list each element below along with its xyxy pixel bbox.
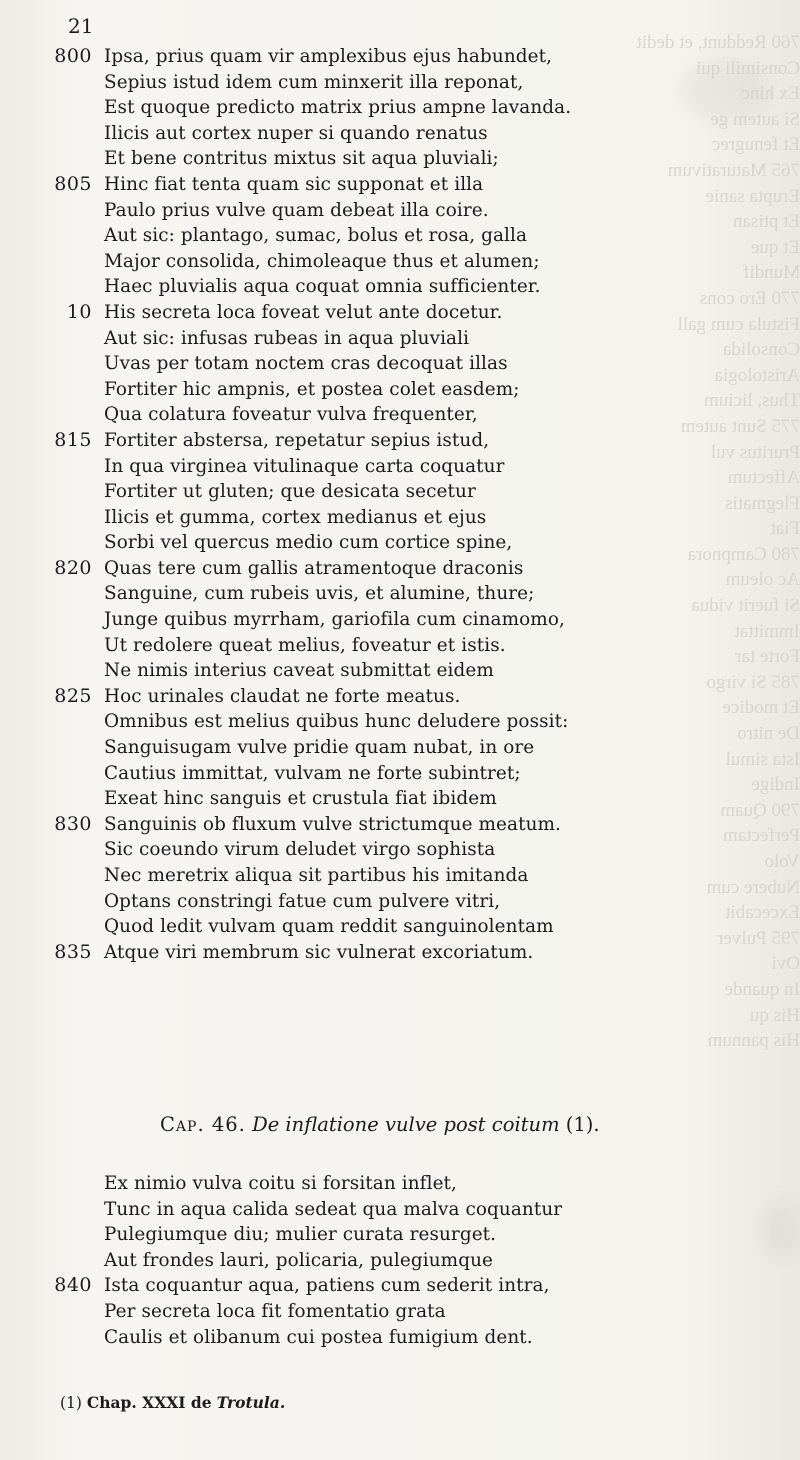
verse-text: Quas tere cum gallis atramentoque draconis xyxy=(104,557,524,579)
verse-text: Ipsa, prius quam vir amplexibus ejus habundet, xyxy=(104,46,553,67)
verse-text: Ilicis aut cortex nuper si quando renatus xyxy=(104,122,488,144)
verse-text: Sanguinis ob fluxum vulve strictumque meatum. xyxy=(104,813,562,835)
verse-line xyxy=(0,735,800,761)
verse-text: Junge quibus myrrham, gariofila cum cinamomo, xyxy=(104,609,565,631)
footnote-source: Trotula. xyxy=(216,1393,286,1412)
verse-line xyxy=(0,479,800,505)
verse-line xyxy=(0,889,800,915)
verse-line xyxy=(0,812,800,838)
verse-text: Fortiter abstersa, repetatur sepius istud, xyxy=(104,429,490,451)
verse-text: Est quoque predicto matrix prius ampne lavanda. xyxy=(104,97,572,119)
verse-text: Ne nimis interius caveat submittat eidem xyxy=(104,660,494,682)
verse-text: Sorbi vel quercus medio cum cortice spine, xyxy=(104,532,513,554)
verse-text: Et bene contritus mixtus sit aqua pluviali; xyxy=(104,148,499,170)
verse-line xyxy=(0,402,800,428)
verse-line xyxy=(0,581,800,607)
verse-line xyxy=(0,786,800,812)
verse-text: Cautius immittat, vulvam ne forte subintret; xyxy=(104,762,521,784)
verse-text: Quod ledit vulvam quam reddit sanguinolentam xyxy=(104,916,554,938)
verse-text: Caulis et olibanum cui postea fumigium dent. xyxy=(104,1326,533,1348)
verse-text: Pulegiumque diu; mulier curata resurget. xyxy=(104,1224,497,1246)
verse-text: His secreta loca foveat velut ante docetur. xyxy=(104,301,503,323)
chapter-heading xyxy=(160,1112,600,1138)
verse-line xyxy=(0,95,800,121)
verse-text: Exeat hinc sanguis et crustula fiat ibidem xyxy=(104,788,497,810)
verse-line xyxy=(0,377,800,403)
verse-line xyxy=(0,70,800,96)
verse-text: Fortiter ut gluten; que desicata secetur xyxy=(104,481,476,503)
verse-line xyxy=(0,556,800,582)
chapter-footnote-ref: (1). xyxy=(565,1113,600,1136)
verse-line xyxy=(0,505,800,531)
verse-text: Sepius istud idem cum minxerit illa reponat, xyxy=(104,71,524,93)
verse-line xyxy=(0,428,800,454)
verse-text: Aut sic: infusas rubeas in aqua pluviali xyxy=(104,327,470,349)
footnote xyxy=(60,1392,285,1414)
verse-line xyxy=(0,121,800,147)
verse-line xyxy=(0,172,800,198)
line-number: 815 xyxy=(54,428,92,451)
verse-text: Optans constringi fatue cum pulvere vitri, xyxy=(104,890,501,912)
verse-line xyxy=(0,274,800,300)
footnote-text: Chap. XXXI de xyxy=(86,1393,212,1412)
line-number: 835 xyxy=(54,940,92,963)
line-number: 820 xyxy=(54,556,92,579)
verse-line xyxy=(0,530,800,556)
verse-line xyxy=(0,1197,800,1223)
verse-line xyxy=(0,326,800,352)
verse-line xyxy=(0,300,800,326)
verse-line xyxy=(0,1273,800,1299)
verse-text: Sanguisugam vulve pridie quam nubat, in ore xyxy=(104,737,535,759)
verse-text: Hoc urinales claudat ne forte meatus. xyxy=(104,685,461,707)
verse-text: In qua virginea vitulinaque carta coquatur xyxy=(104,455,505,477)
bleed-through-texture: 760 Reddunt, et dedit Consimili qui Ex hinc Si autem ge Et fenugrec 765 Maturativum Erupta sanie Et ptisan Et que Mundif 770 Ero cons Fistula cum gall Consolida Aristologia Thus, licium 775 Sunt autem Pruritus vul Affectum Flegmatis Fiat 780 Campnora Ac oleum Si fuerit vidua Immittat Forte tar 785 Si virgo Et modice De nitro Ista simul Indige 790 Quam Perfectam Volo Nubere cum Excecabit 795 Pulver Ovi In quande His qu His pannum xyxy=(636,32,800,1052)
line-number: 830 xyxy=(54,812,92,835)
verse-line xyxy=(0,633,800,659)
footnote-mark: (1) xyxy=(60,1394,82,1412)
verse-line xyxy=(0,44,800,70)
verse-text: Hinc fiat tenta quam sic supponat et illa xyxy=(104,173,484,195)
verse-text: Fortiter hic ampnis, et postea colet easdem; xyxy=(104,378,520,400)
verse-line xyxy=(0,454,800,480)
verse-text: Haec pluvialis aqua coquat omnia sufficienter. xyxy=(104,276,541,298)
verse-line xyxy=(0,914,800,940)
verse-line xyxy=(0,351,800,377)
verse-text: Uvas per totam noctem cras decoquat illas xyxy=(104,353,508,375)
verse-line xyxy=(0,1299,800,1325)
verse-line xyxy=(0,223,800,249)
verse-text: Per secreta loca fit fomentatio grata xyxy=(104,1300,446,1322)
verse-line xyxy=(0,607,800,633)
verse-line xyxy=(0,198,800,224)
verse-text: Nec meretrix aliqua sit partibus his imitanda xyxy=(104,865,529,886)
chapter-title: De inflatione vulve post coitum xyxy=(252,1113,560,1136)
verse-text: Ista coquantur aqua, patiens cum sederit intra, xyxy=(104,1275,550,1297)
line-number: 805 xyxy=(54,172,92,195)
verse-text: Tunc in aqua calida sedeat qua malva coquantur xyxy=(104,1198,563,1220)
verse-text: Ilicis et gumma, cortex medianus et ejus xyxy=(104,506,487,528)
verse-line xyxy=(0,709,800,735)
verse-line xyxy=(0,1222,800,1248)
verse-line xyxy=(0,1248,800,1274)
verse-text: Omnibus est melius quibus hunc deludere possit: xyxy=(104,711,569,733)
verse-text: Qua colatura foveatur vulva frequenter, xyxy=(104,404,478,426)
verse-text: Aut sic: plantago, sumac, bolus et rosa, galla xyxy=(104,225,528,247)
verse-block-2 xyxy=(0,1171,800,1350)
verse-line xyxy=(0,837,800,863)
verse-text: Paulo prius vulve quam debeat illa coire. xyxy=(104,199,489,221)
verse-text: Atque viri membrum sic vulnerat excoriatum. xyxy=(104,941,534,963)
verse-line xyxy=(0,146,800,172)
verse-line xyxy=(0,249,800,275)
verse-text: Major consolida, chimoleaque thus et alumen; xyxy=(104,250,540,272)
verse-line xyxy=(0,684,800,710)
line-number: 800 xyxy=(54,45,92,67)
verse-text: Ut redolere queat melius, foveatur et istis. xyxy=(104,634,506,656)
verse-line xyxy=(0,761,800,787)
verse-block-1 xyxy=(0,44,800,965)
verse-text: Ex nimio vulva coitu si forsitan inflet, xyxy=(104,1173,457,1194)
chapter-number: Cap. 46. xyxy=(160,1113,246,1136)
page-number: 21 xyxy=(68,14,94,38)
verse-text: Sic coeundo virum deludet virgo sophista xyxy=(104,839,496,861)
verse-line xyxy=(0,863,800,889)
line-number: 840 xyxy=(54,1274,92,1297)
verse-line xyxy=(0,1171,800,1197)
line-number: 10 xyxy=(66,300,92,323)
verse-line xyxy=(0,1325,800,1351)
verse-line xyxy=(0,940,800,966)
verse-line xyxy=(0,658,800,684)
verse-text: Aut frondes lauri, policaria, pulegiumque xyxy=(104,1249,493,1271)
verse-text: Sanguine, cum rubeis uvis, et alumine, thure; xyxy=(104,583,535,605)
line-number: 825 xyxy=(54,684,92,707)
